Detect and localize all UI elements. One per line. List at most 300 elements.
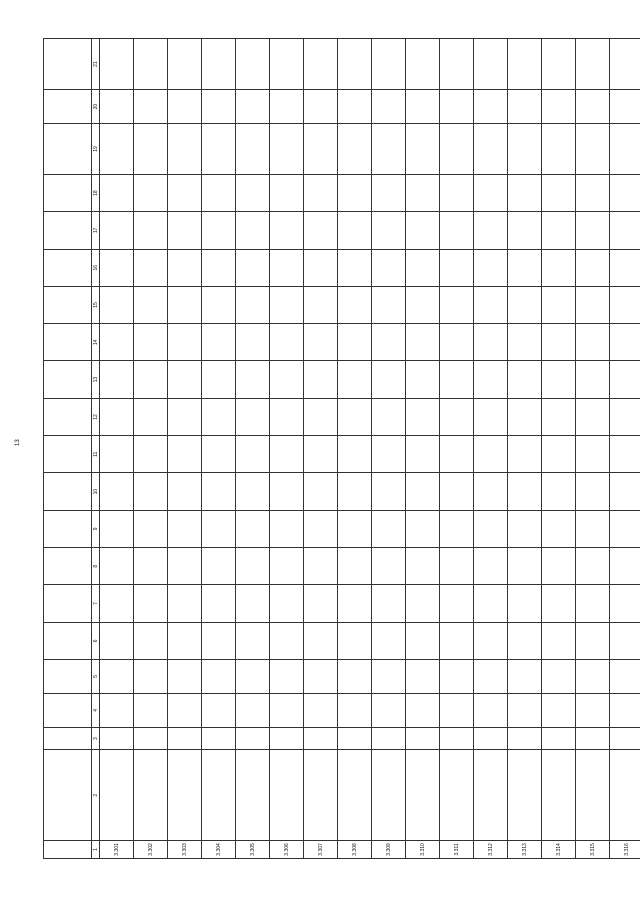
table-cell (508, 585, 542, 622)
table-cell (474, 249, 508, 286)
table-cell (576, 622, 610, 659)
row-number: 3.307 (304, 840, 338, 858)
table-cell (406, 750, 440, 840)
table-cell (202, 324, 236, 361)
column-number: 1 (92, 840, 100, 858)
table-cell (576, 361, 610, 398)
table-cell (474, 212, 508, 249)
table-cell (134, 436, 168, 473)
table-cell (202, 510, 236, 547)
table-cell (610, 286, 640, 323)
column-number: 21 (92, 39, 100, 90)
table-cell (304, 473, 338, 510)
column-number: 4 (92, 693, 100, 727)
table-cell (100, 324, 134, 361)
header-cell (44, 750, 92, 840)
table-cell (168, 398, 202, 435)
table-cell (168, 212, 202, 249)
table-cell (202, 286, 236, 323)
table-cell (338, 436, 372, 473)
table-cell (270, 548, 304, 585)
table-cell (202, 585, 236, 622)
header-cell (44, 659, 92, 693)
table-cell (406, 693, 440, 727)
table-cell (542, 548, 576, 585)
table-cell (304, 622, 338, 659)
table-cell (610, 585, 640, 622)
table-cell (508, 39, 542, 90)
table-cell (236, 174, 270, 211)
table-cell (542, 622, 576, 659)
table-cell (372, 324, 406, 361)
table-cell (202, 659, 236, 693)
table-cell (576, 436, 610, 473)
table-cell (440, 693, 474, 727)
table-cell (134, 90, 168, 124)
table-cell (372, 212, 406, 249)
table-cell (134, 659, 168, 693)
table-row (440, 39, 474, 859)
table-cell (236, 286, 270, 323)
table-cell (542, 750, 576, 840)
table-cell (100, 436, 134, 473)
table-cell (576, 90, 610, 124)
table-cell (610, 39, 640, 90)
table-cell (236, 212, 270, 249)
table-row (508, 39, 542, 859)
table-cell (440, 174, 474, 211)
table-cell (168, 249, 202, 286)
column-number: 9 (92, 510, 100, 547)
table-cell (304, 693, 338, 727)
table-cell (372, 174, 406, 211)
table-cell (474, 548, 508, 585)
table-cell (100, 693, 134, 727)
table-cell (304, 361, 338, 398)
table-cell (134, 286, 168, 323)
table-cell (542, 585, 576, 622)
table-cell (508, 286, 542, 323)
table-cell (440, 473, 474, 510)
table-cell (134, 249, 168, 286)
table-cell (610, 90, 640, 124)
table-cell (100, 727, 134, 750)
table-cell (270, 174, 304, 211)
column-number: 2 (92, 750, 100, 840)
table-row (134, 39, 168, 859)
table-cell (202, 436, 236, 473)
table-cell (100, 361, 134, 398)
table-cell (134, 473, 168, 510)
header-cell (44, 124, 92, 175)
table-cell (440, 286, 474, 323)
table-cell (508, 750, 542, 840)
table-cell (168, 510, 202, 547)
table-cell (338, 622, 372, 659)
column-number: 6 (92, 622, 100, 659)
table-cell (236, 90, 270, 124)
table-row (610, 39, 640, 859)
table-cell (100, 249, 134, 286)
table-cell (610, 659, 640, 693)
header-cell (44, 286, 92, 323)
table-cell (338, 548, 372, 585)
table-cell (236, 510, 270, 547)
column-number: 5 (92, 659, 100, 693)
column-number: 17 (92, 212, 100, 249)
table-cell (406, 436, 440, 473)
table-cell (304, 39, 338, 90)
column-number: 8 (92, 548, 100, 585)
table-cell (440, 622, 474, 659)
table-cell (406, 174, 440, 211)
table-cell (338, 473, 372, 510)
column-number: 3 (92, 727, 100, 750)
table-cell (440, 436, 474, 473)
table-cell (372, 124, 406, 175)
table-row (202, 39, 236, 859)
table-cell (168, 727, 202, 750)
table-cell (100, 174, 134, 211)
table-cell (134, 124, 168, 175)
row-number: 3.312 (474, 840, 508, 858)
table-row (338, 39, 372, 859)
table-cell (508, 398, 542, 435)
table-cell (338, 39, 372, 90)
table-cell (134, 39, 168, 90)
table-cell (372, 39, 406, 90)
table-cell (372, 90, 406, 124)
table-cell (270, 212, 304, 249)
table-cell (542, 510, 576, 547)
table-row (406, 39, 440, 859)
table-cell (134, 693, 168, 727)
table-cell (542, 90, 576, 124)
table-cell (270, 398, 304, 435)
table-cell (474, 510, 508, 547)
table-cell (100, 124, 134, 175)
row-number: 3.308 (338, 840, 372, 858)
table-cell (406, 659, 440, 693)
table-cell (610, 436, 640, 473)
table-cell (304, 436, 338, 473)
table-cell (372, 622, 406, 659)
table-cell (508, 174, 542, 211)
table-cell (576, 324, 610, 361)
table-cell (100, 622, 134, 659)
column-number: 7 (92, 585, 100, 622)
table-cell (338, 174, 372, 211)
table-cell (304, 324, 338, 361)
register-table (43, 38, 640, 859)
table-cell (372, 398, 406, 435)
table-cell (406, 324, 440, 361)
header-cell (44, 727, 92, 750)
table-cell (440, 510, 474, 547)
table-cell (338, 90, 372, 124)
table-cell (168, 693, 202, 727)
table-cell (100, 548, 134, 585)
table-cell (610, 727, 640, 750)
table-cell (440, 585, 474, 622)
column-number-row (92, 39, 100, 859)
table-cell (270, 324, 304, 361)
table-cell (372, 286, 406, 323)
table-cell (508, 548, 542, 585)
table-cell (134, 548, 168, 585)
table-cell (610, 174, 640, 211)
table-cell (474, 693, 508, 727)
table-cell (236, 436, 270, 473)
table-cell (202, 249, 236, 286)
table-cell (338, 510, 372, 547)
header-cell (44, 510, 92, 547)
table-cell (202, 548, 236, 585)
table-cell (304, 548, 338, 585)
table-cell (576, 212, 610, 249)
table-cell (440, 124, 474, 175)
table-cell (610, 398, 640, 435)
table-cell (168, 622, 202, 659)
table-cell (338, 585, 372, 622)
table-cell (440, 212, 474, 249)
table-cell (168, 174, 202, 211)
table-cell (406, 249, 440, 286)
table-cell (406, 548, 440, 585)
table-cell (610, 622, 640, 659)
table-cell (576, 286, 610, 323)
table-cell (202, 693, 236, 727)
table-cell (406, 622, 440, 659)
table-cell (236, 548, 270, 585)
table-cell (134, 361, 168, 398)
header-cell (44, 39, 92, 90)
table-cell (474, 727, 508, 750)
table-cell (440, 750, 474, 840)
column-number: 19 (92, 124, 100, 175)
table-cell (304, 286, 338, 323)
table-cell (372, 727, 406, 750)
table-cell (202, 398, 236, 435)
table-cell (202, 750, 236, 840)
table-cell (202, 39, 236, 90)
header-cell (44, 90, 92, 124)
row-number: 3.302 (134, 840, 168, 858)
table-cell (134, 324, 168, 361)
table-cell (406, 361, 440, 398)
table-cell (610, 324, 640, 361)
table-cell (270, 659, 304, 693)
table-cell (372, 436, 406, 473)
table-cell (542, 436, 576, 473)
table-cell (440, 659, 474, 693)
table-cell (542, 693, 576, 727)
column-number: 16 (92, 249, 100, 286)
table-cell (338, 361, 372, 398)
table-cell (236, 361, 270, 398)
table-cell (610, 750, 640, 840)
table-cell (236, 473, 270, 510)
table-cell (542, 212, 576, 249)
table-cell (610, 548, 640, 585)
table-cell (270, 473, 304, 510)
row-number: 3.306 (270, 840, 304, 858)
table-cell (542, 727, 576, 750)
table-cell (406, 212, 440, 249)
row-number: 3.303 (168, 840, 202, 858)
row-number: 3.305 (236, 840, 270, 858)
header-cell (44, 398, 92, 435)
page-number: 13 (15, 439, 21, 446)
table-cell (542, 249, 576, 286)
table-cell (100, 398, 134, 435)
table-cell (508, 727, 542, 750)
table-cell (338, 324, 372, 361)
table-cell (134, 174, 168, 211)
table-cell (270, 361, 304, 398)
table-cell (576, 659, 610, 693)
table-cell (338, 212, 372, 249)
table-cell (372, 659, 406, 693)
table-row (372, 39, 406, 859)
row-number: 3.316 (610, 840, 640, 858)
table-cell (576, 585, 610, 622)
table-cell (372, 361, 406, 398)
table-cell (508, 510, 542, 547)
table-cell (168, 124, 202, 175)
table-cell (236, 124, 270, 175)
column-number: 15 (92, 286, 100, 323)
table-row (236, 39, 270, 859)
table-cell (338, 286, 372, 323)
table-cell (440, 727, 474, 750)
table-cell (304, 124, 338, 175)
header-cell (44, 212, 92, 249)
table-cell (202, 473, 236, 510)
table-cell (508, 473, 542, 510)
table-cell (100, 750, 134, 840)
table-cell (576, 398, 610, 435)
table-cell (100, 212, 134, 249)
table-cell (610, 212, 640, 249)
table-cell (440, 548, 474, 585)
table-cell (542, 398, 576, 435)
table-cell (168, 585, 202, 622)
table-cell (440, 361, 474, 398)
table-cell (474, 124, 508, 175)
table-cell (304, 398, 338, 435)
table-cell (270, 750, 304, 840)
table-cell (406, 585, 440, 622)
table-cell (508, 212, 542, 249)
table-cell (304, 727, 338, 750)
table-row (100, 39, 134, 859)
table-cell (542, 286, 576, 323)
table-cell (576, 249, 610, 286)
table-cell (576, 510, 610, 547)
table-cell (202, 727, 236, 750)
table-cell (474, 286, 508, 323)
table-cell (304, 174, 338, 211)
table-cell (338, 659, 372, 693)
table-cell (406, 286, 440, 323)
row-number: 3.301 (100, 840, 134, 858)
table-cell (304, 750, 338, 840)
table-row (474, 39, 508, 859)
table-cell (508, 324, 542, 361)
table-cell (202, 90, 236, 124)
table-cell (440, 324, 474, 361)
row-number: 3.310 (406, 840, 440, 858)
table-cell (474, 622, 508, 659)
table-cell (576, 39, 610, 90)
table-cell (168, 750, 202, 840)
table-cell (304, 585, 338, 622)
header-cell (44, 249, 92, 286)
table-cell (236, 398, 270, 435)
table-row (542, 39, 576, 859)
table-cell (508, 622, 542, 659)
header-row (44, 39, 92, 859)
table-cell (338, 750, 372, 840)
table-cell (542, 659, 576, 693)
table-cell (168, 548, 202, 585)
row-number: 3.314 (542, 840, 576, 858)
table-cell (508, 659, 542, 693)
table-cell (168, 436, 202, 473)
data-rows (100, 39, 640, 859)
table-cell (168, 659, 202, 693)
table-cell (474, 174, 508, 211)
table-cell (474, 398, 508, 435)
column-number: 14 (92, 324, 100, 361)
table-cell (542, 473, 576, 510)
table-cell (372, 750, 406, 840)
table-cell (610, 473, 640, 510)
column-number: 18 (92, 174, 100, 211)
table-cell (406, 473, 440, 510)
table-cell (406, 510, 440, 547)
table-cell (338, 124, 372, 175)
table-cell (372, 510, 406, 547)
table-cell (474, 324, 508, 361)
row-number: 3.304 (202, 840, 236, 858)
column-number: 20 (92, 90, 100, 124)
table-row (270, 39, 304, 859)
table-cell (440, 398, 474, 435)
table-cell (100, 90, 134, 124)
table-cell (270, 693, 304, 727)
header-cell (44, 473, 92, 510)
table-cell (474, 361, 508, 398)
table-cell (236, 693, 270, 727)
table-cell (168, 473, 202, 510)
table-cell (474, 585, 508, 622)
table-cell (474, 90, 508, 124)
table-cell (270, 286, 304, 323)
header-cell (44, 361, 92, 398)
table-cell (100, 286, 134, 323)
column-number: 13 (92, 361, 100, 398)
table-cell (236, 750, 270, 840)
table-cell (168, 361, 202, 398)
header-cell (44, 693, 92, 727)
header-cell (44, 436, 92, 473)
table-cell (440, 39, 474, 90)
table-cell (134, 212, 168, 249)
table-cell (474, 39, 508, 90)
table-cell (270, 124, 304, 175)
